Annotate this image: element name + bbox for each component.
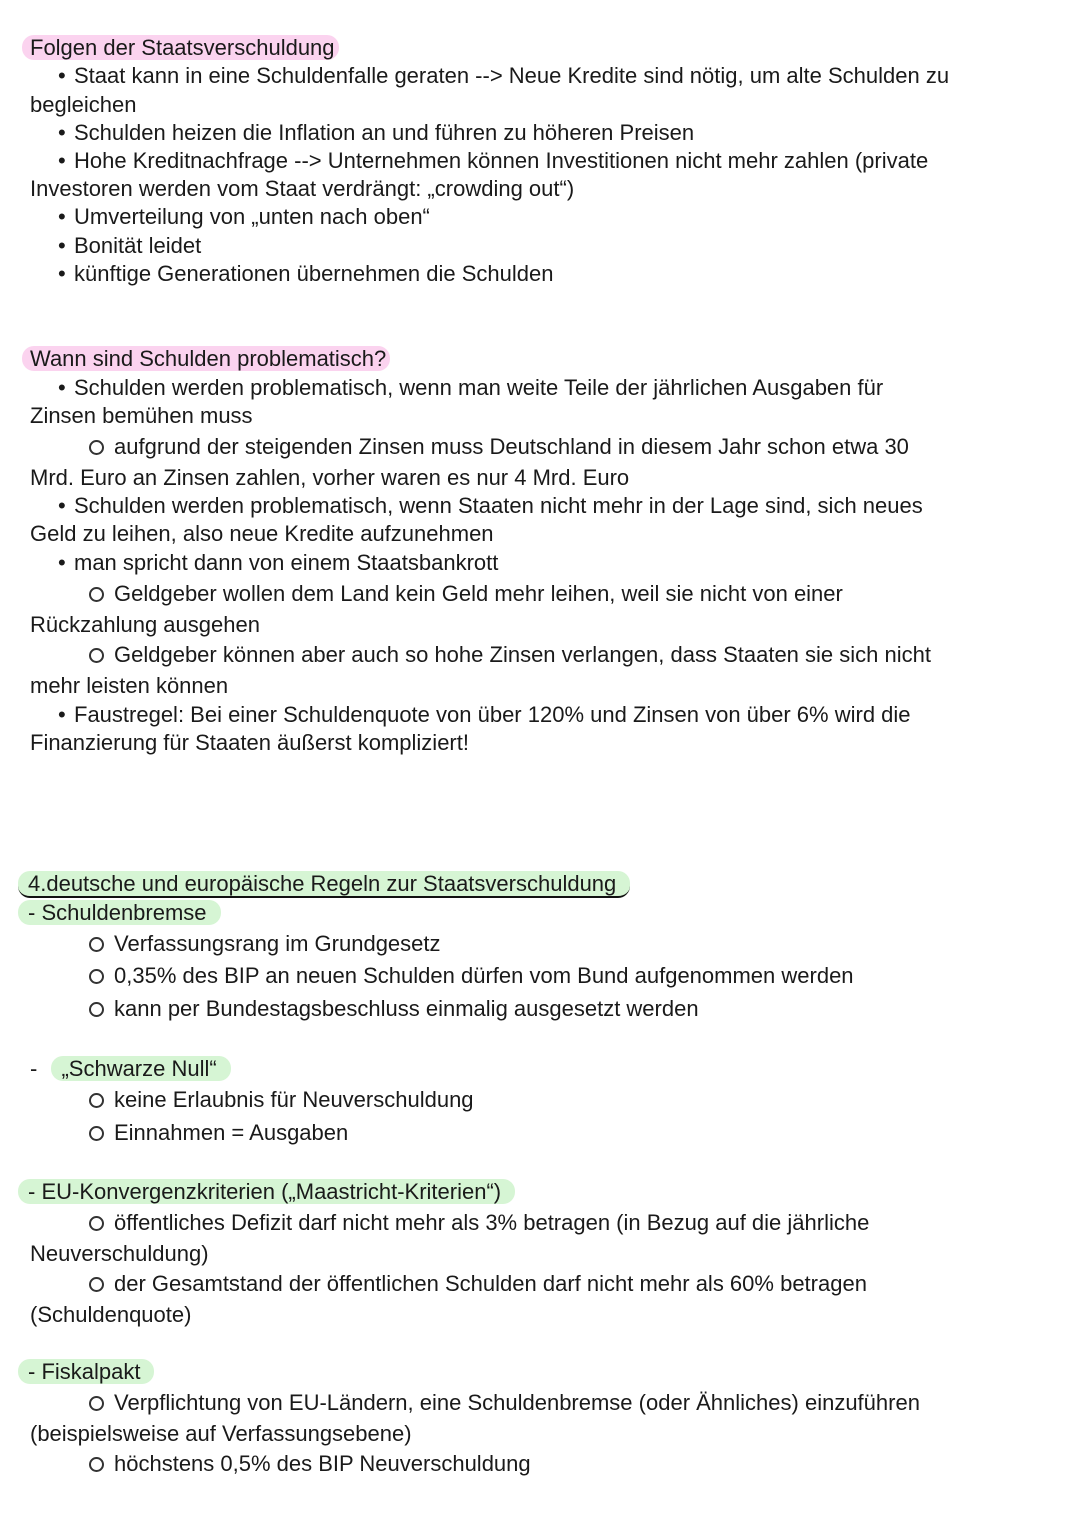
list-item-cont: begleichen [30, 92, 137, 117]
sub-item: Einnahmen = Ausgaben [89, 1119, 348, 1147]
sub-item-cont: (beispielsweise auf Verfassungsebene) [30, 1421, 412, 1446]
subheading-debt-brake: - Schuldenbremse [18, 899, 221, 927]
bullet-icon: • [58, 375, 66, 400]
bullet-icon: • [58, 493, 66, 518]
sub-item-cont: Rückzahlung ausgehen [30, 612, 260, 637]
sub-item: Geldgeber wollen dem Land kein Geld mehr leihen, weil sie nicht von einer [89, 580, 843, 608]
list-item: • Schulden werden problematisch, wenn Staaten nicht mehr in der Lage sind, sich neues [58, 493, 923, 518]
sub-item: kann per Bundestagsbeschluss einmalig ausgesetzt werden [89, 995, 699, 1023]
sub-item: keine Erlaubnis für Neuverschuldung [89, 1086, 474, 1114]
list-item-cont: Zinsen bemühen muss [30, 403, 253, 428]
list-item-cont: Geld zu leihen, also neue Kredite aufzunehmen [30, 521, 494, 546]
sub-item: öffentliches Defizit darf nicht mehr als 3% betragen (in Bezug auf die jährliche [89, 1209, 869, 1237]
list-item-cont: Investoren werden vom Staat verdrängt: „crowding out“) [30, 176, 575, 201]
circle-bullet-icon [89, 1457, 104, 1472]
subheading-maastricht: - EU-Konvergenzkriterien („Maastricht-Kriterien“) [18, 1178, 515, 1206]
heading-rules: 4.deutsche und europäische Regeln zur Staatsverschuldung [18, 870, 630, 898]
sub-item: der Gesamtstand der öffentlichen Schulden darf nicht mehr als 60% betragen [89, 1270, 867, 1298]
sub-item: aufgrund der steigenden Zinsen muss Deutschland in diesem Jahr schon etwa 30 [89, 433, 909, 461]
subheading-fiscal-pact: - Fiskalpakt [18, 1358, 154, 1386]
bullet-icon: • [58, 204, 66, 229]
sub-item: höchstens 0,5% des BIP Neuverschuldung [89, 1450, 531, 1478]
list-item: • Faustregel: Bei einer Schuldenquote von über 120% und Zinsen von über 6% wird die [58, 702, 911, 727]
heading-problematic: Wann sind Schulden problematisch? [22, 345, 390, 373]
subheading-black-zero: - „Schwarze Null“ [30, 1055, 231, 1083]
bullet-icon: • [58, 550, 66, 575]
sub-item: Verpflichtung von EU-Ländern, eine Schuldenbremse (oder Ähnliches) einzuführen [89, 1389, 920, 1417]
list-item: • Umverteilung von „unten nach oben“ [58, 204, 430, 229]
circle-bullet-icon [89, 1002, 104, 1017]
list-item: • Staat kann in eine Schuldenfalle geraten --> Neue Kredite sind nötig, um alte Schulden zu [58, 63, 950, 88]
circle-bullet-icon [89, 1126, 104, 1141]
list-item: • man spricht dann von einem Staatsbankrott [58, 550, 499, 575]
list-item: • Hohe Kreditnachfrage --> Unternehmen können Investitionen nicht mehr zahlen (private [58, 148, 929, 173]
circle-bullet-icon [89, 1216, 104, 1231]
list-item: • Bonität leidet [58, 233, 202, 258]
sub-item-cont: mehr leisten können [30, 673, 229, 698]
circle-bullet-icon [89, 440, 104, 455]
circle-bullet-icon [89, 648, 104, 663]
heading-consequences: Folgen der Staatsverschuldung [22, 34, 339, 62]
list-item: • Schulden heizen die Inflation an und führen zu höheren Preisen [58, 120, 695, 145]
circle-bullet-icon [89, 969, 104, 984]
list-item-cont: Finanzierung für Staaten äußerst kompliziert! [30, 730, 469, 755]
bullet-icon: • [58, 120, 66, 145]
circle-bullet-icon [89, 1093, 104, 1108]
sub-item-cont: Mrd. Euro an Zinsen zahlen, vorher waren es nur 4 Mrd. Euro [30, 465, 630, 490]
list-item: • künftige Generationen übernehmen die Schulden [58, 261, 554, 286]
sub-item-cont: Neuverschuldung) [30, 1241, 209, 1266]
bullet-icon: • [58, 261, 66, 286]
bullet-icon: • [58, 702, 66, 727]
circle-bullet-icon [89, 1277, 104, 1292]
bullet-icon: • [58, 233, 66, 258]
circle-bullet-icon [89, 1396, 104, 1411]
sub-item-cont: (Schuldenquote) [30, 1302, 192, 1327]
circle-bullet-icon [89, 587, 104, 602]
sub-item: 0,35% des BIP an neuen Schulden dürfen vom Bund aufgenommen werden [89, 962, 854, 990]
bullet-icon: • [58, 63, 66, 88]
sub-item: Verfassungsrang im Grundgesetz [89, 930, 441, 958]
bullet-icon: • [58, 148, 66, 173]
sub-item: Geldgeber können aber auch so hohe Zinsen verlangen, dass Staaten sie sich nicht [89, 641, 931, 669]
list-item: • Schulden werden problematisch, wenn man weite Teile der jährlichen Ausgaben für [58, 375, 884, 400]
circle-bullet-icon [89, 937, 104, 952]
